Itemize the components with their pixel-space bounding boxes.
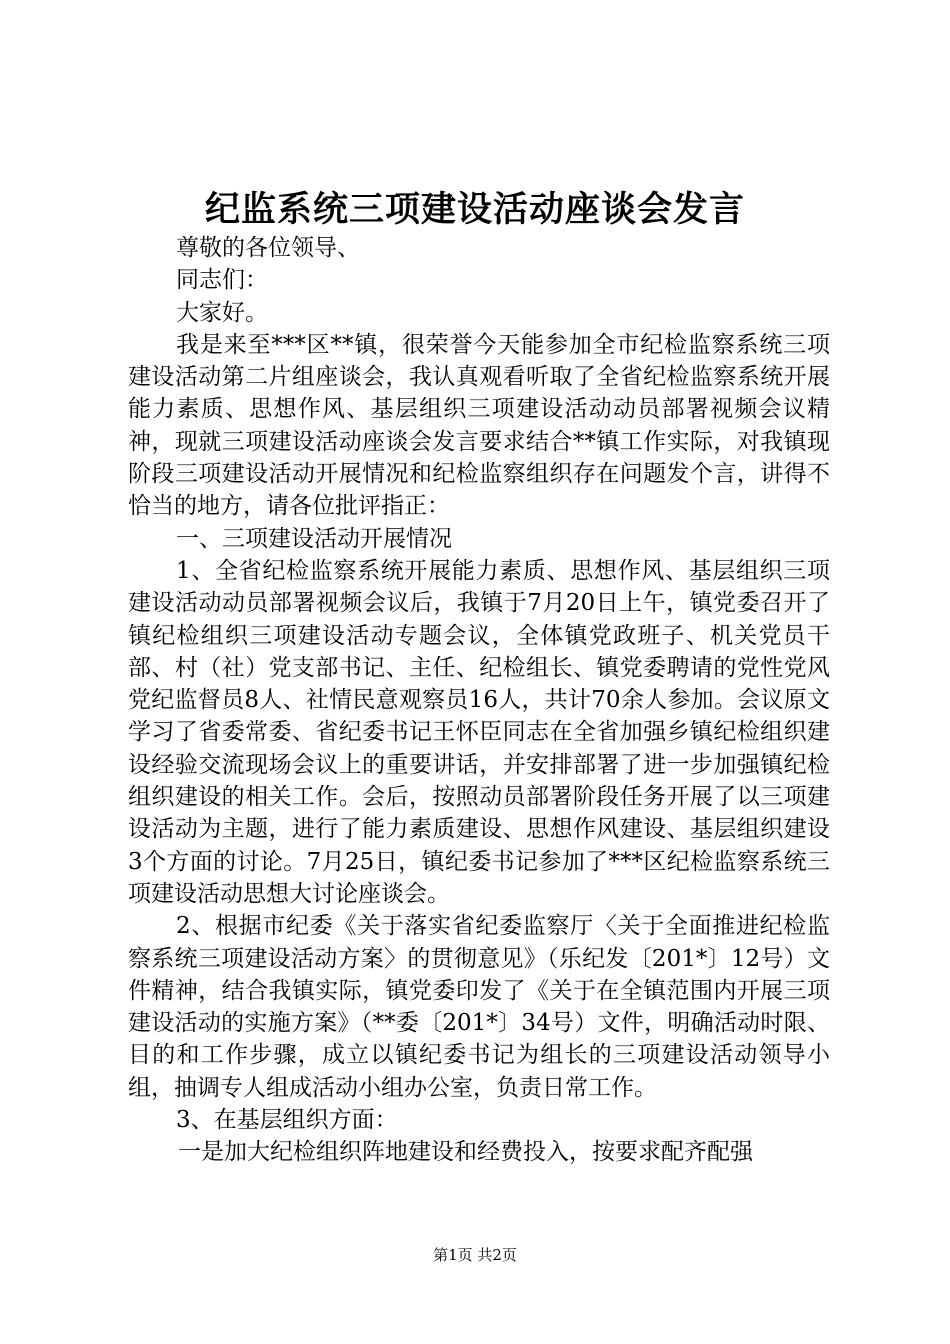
page-footer: 第1页 共2页 [433, 1246, 517, 1264]
item-paragraph-3: 3、在基层组织方面： [176, 1107, 398, 1134]
document-body [128, 232, 830, 1169]
greeting: 大家好。 [176, 299, 268, 326]
item-paragraph-1: 1、全省纪检监察系统开展能力素质、思想作风、基层组织三项建设活动动员部署视频会议后，我镇于7月20日上午，镇党委召开了镇纪检组织三项建设活动专题会议，全体镇党政班子、机关党员干部、村（社）党支部书记、主任、纪检组长、镇党委聘请的党性党风党纪监督员8人、社情民意观察员16人，共计70余人参加。会议原文学习了省委常委、省纪委书记王怀臣同志在全省加强乡镇纪检组织建设经验交流现场会议上的重要讲话，并安排部署了进一步加强镇纪检组织建设的相关工作。会后，按照动员部署阶段任务开展了以三项建设活动为主题，进行了能力素质建设、思想作风建设、基层组织建设3个方面的讨论。7月25日，镇纪委书记参加了***区纪检监察系统三项建设活动思想大讨论座谈会。 [128, 557, 830, 907]
intro-paragraph: 我是来至***区**镇，很荣誉今天能参加全市纪检监察系统三项建设活动第二片组座谈会，我认真观看听取了全省纪检监察系统开展能力素质、思想作风、基层组织三项建设活动动员部署视频会议精神，现就三项建设活动座谈会发言要求结合**镇工作实际，对我镇现阶段三项建设活动开展情况和纪检监察组织存在问题发个言，讲得不恰当的地方，请各位批评指正： [128, 331, 830, 520]
salutation-line-1: 尊敬的各位领导、 [176, 235, 360, 261]
document-title: 纪监系统三项建设活动座谈会发言 [204, 189, 745, 230]
section-heading-1: 一、三项建设活动开展情况 [176, 525, 452, 552]
salutation-line-2: 同志们： [176, 267, 268, 294]
sub-item-paragraph-1: 一是加大纪检组织阵地建设和经费投入，按要求配齐配强 [178, 1139, 753, 1166]
item-paragraph-2: 2、根据市纪委《关于落实省纪委监察厅〈关于全面推进纪检监察系统三项建设活动方案〉的贯彻意见》（乐纪发〔201*〕12号）文件精神，结合我镇实际，镇党委印发了《关于在全镇范围内开展三项建设活动的实施方案》（**委〔201*〕34号）文件，明确活动时限、目的和工作步骤，成立以镇纪委书记为组长的三项建设活动领导小组，抽调专人组成活动小组办公室，负责日常工作。 [128, 913, 830, 1101]
